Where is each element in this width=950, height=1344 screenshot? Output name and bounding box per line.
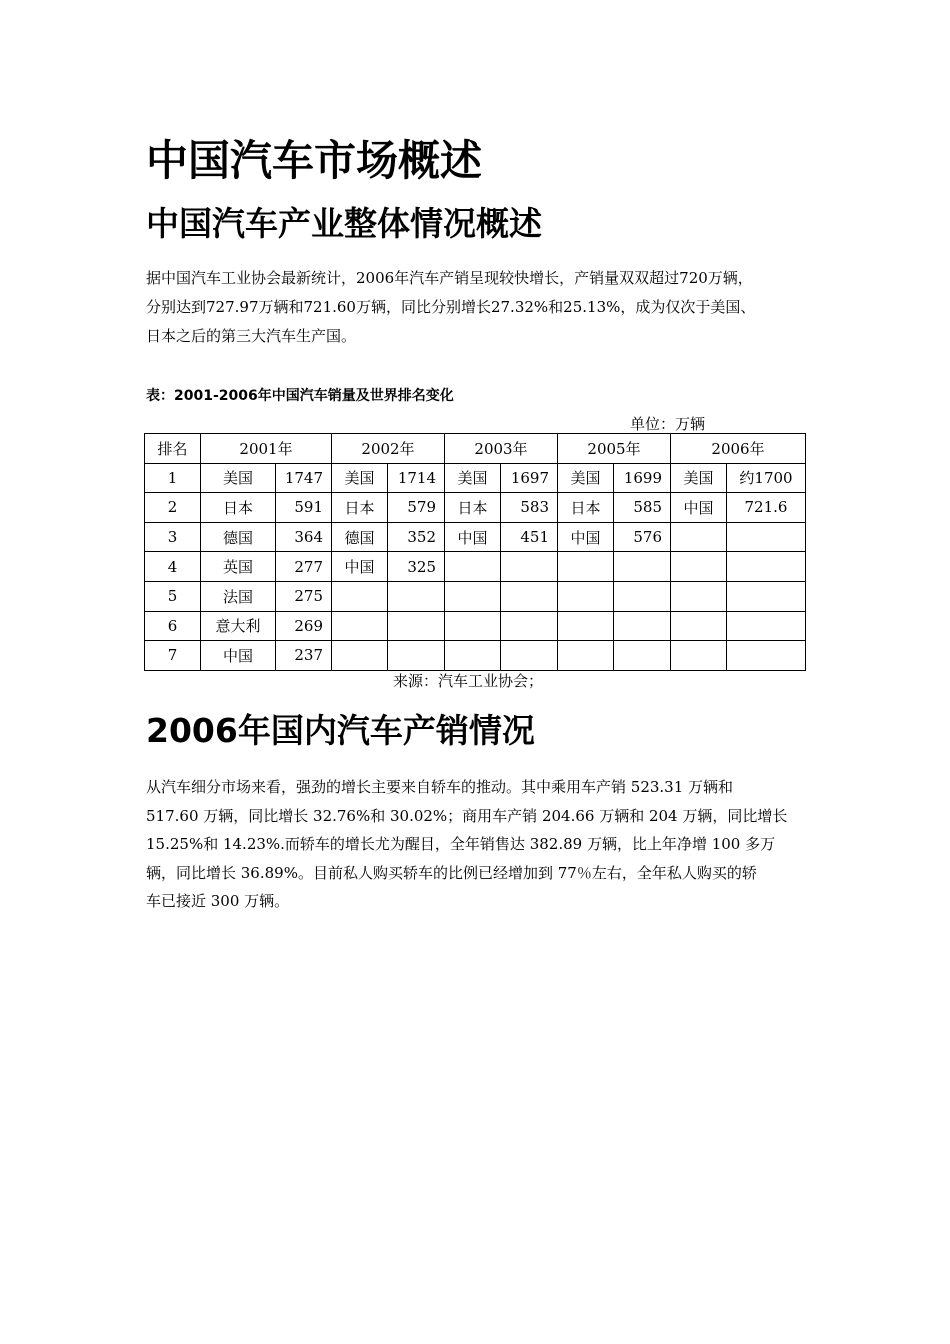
sales-value-cell — [501, 552, 558, 582]
country-cell — [671, 552, 727, 582]
country-cell — [558, 552, 614, 582]
table-row — [145, 463, 806, 493]
country-cell — [445, 552, 501, 582]
sales-value-cell — [614, 641, 671, 671]
sales-value-cell: 275 — [276, 581, 332, 611]
paragraph-line: 517.60 万辆，同比增长 32.76%和 30.02%；商用车产销 204.66 万辆和 204 万辆，同比增长 — [146, 806, 788, 825]
sales-value-cell: 585 — [614, 493, 671, 523]
sales-value-cell — [727, 641, 806, 671]
sales-value-cell — [501, 641, 558, 671]
year-header-cell: 2001年 — [201, 434, 332, 464]
sales-value-cell: 364 — [276, 522, 332, 552]
sales-value-cell: 277 — [276, 552, 332, 582]
industry-overview-paragraph — [146, 264, 816, 351]
country-cell: 中国 — [671, 493, 727, 523]
country-cell: 日本 — [332, 493, 388, 523]
sales-value-cell — [727, 611, 806, 641]
country-cell: 德国 — [201, 522, 276, 552]
table-row — [145, 552, 806, 582]
table-caption: 表：2001-2006年中国汽车销量及世界排名变化 — [146, 388, 454, 404]
sales-value-cell: 451 — [501, 522, 558, 552]
country-cell: 美国 — [201, 463, 276, 493]
domestic-sales-paragraph — [146, 773, 816, 916]
country-cell: 德国 — [332, 522, 388, 552]
sales-value-cell: 1697 — [501, 463, 558, 493]
sales-value-cell: 583 — [501, 493, 558, 523]
sales-value-cell: 579 — [388, 493, 445, 523]
country-cell — [671, 641, 727, 671]
rank-cell: 1 — [145, 463, 201, 493]
country-cell: 日本 — [201, 493, 276, 523]
country-cell: 中国 — [445, 522, 501, 552]
sales-value-cell — [388, 611, 445, 641]
sales-value-cell — [727, 552, 806, 582]
country-cell — [671, 581, 727, 611]
sales-value-cell: 269 — [276, 611, 332, 641]
year-header-cell: 2002年 — [332, 434, 445, 464]
year-header-cell: 2006年 — [671, 434, 806, 464]
country-cell — [332, 581, 388, 611]
world-ranking-table — [144, 433, 806, 671]
sales-value-cell — [501, 581, 558, 611]
rank-cell: 2 — [145, 493, 201, 523]
country-cell: 美国 — [445, 463, 501, 493]
table-row — [145, 641, 806, 671]
paragraph-line: 据中国汽车工业协会最新统计，2006年汽车产销呈现较快增长，产销量双双超过720万辆， — [146, 269, 753, 287]
sales-value-cell: 591 — [276, 493, 332, 523]
rank-cell: 6 — [145, 611, 201, 641]
year-header-cell: 2005年 — [558, 434, 671, 464]
year-header-cell: 2003年 — [445, 434, 558, 464]
sales-value-cell — [727, 522, 806, 552]
sales-value-cell: 721.6 — [727, 493, 806, 523]
sales-value-cell — [388, 641, 445, 671]
country-cell: 中国 — [201, 641, 276, 671]
table-row — [145, 493, 806, 523]
sales-value-cell — [614, 552, 671, 582]
country-cell: 意大利 — [201, 611, 276, 641]
sales-value-cell: 352 — [388, 522, 445, 552]
table-row — [145, 611, 806, 641]
sales-value-cell: 325 — [388, 552, 445, 582]
table-row — [145, 581, 806, 611]
country-cell: 日本 — [445, 493, 501, 523]
sales-value-cell: 1714 — [388, 463, 445, 493]
country-cell: 英国 — [201, 552, 276, 582]
country-cell — [671, 611, 727, 641]
table-unit-label: 单位：万辆 — [630, 415, 706, 433]
country-cell — [558, 611, 614, 641]
country-cell — [332, 641, 388, 671]
table-source-note: 来源：汽车工业协会； — [393, 672, 544, 690]
country-cell: 日本 — [558, 493, 614, 523]
sales-value-cell: 约1700 — [727, 463, 806, 493]
sales-value-cell — [388, 581, 445, 611]
paragraph-line: 从汽车细分市场来看，强劲的增长主要来自轿车的推动。其中乘用车产销 523.31 万辆和 — [146, 778, 734, 796]
rank-cell: 5 — [145, 581, 201, 611]
country-cell: 法国 — [201, 581, 276, 611]
section-heading-domestic-sales: 2006年国内汽车产销情况 — [146, 711, 535, 750]
country-cell: 美国 — [671, 463, 727, 493]
sales-value-cell: 576 — [614, 522, 671, 552]
sales-value-cell — [614, 611, 671, 641]
sales-value-cell: 237 — [276, 641, 332, 671]
country-cell — [671, 522, 727, 552]
country-cell — [558, 581, 614, 611]
sales-value-cell: 1747 — [276, 463, 332, 493]
sales-value-cell — [501, 611, 558, 641]
rank-cell: 3 — [145, 522, 201, 552]
document-title: 中国汽车市场概述 — [146, 136, 483, 185]
sales-value-cell — [614, 581, 671, 611]
table-row — [145, 522, 806, 552]
country-cell — [445, 611, 501, 641]
table-body — [145, 463, 806, 670]
country-cell: 美国 — [332, 463, 388, 493]
paragraph-line: 日本之后的第三大汽车生产国。 — [146, 327, 357, 345]
paragraph-line: 分别达到727.97万辆和721.60万辆，同比分别增长27.32%和25.13%，成为仅次于美国、 — [146, 298, 756, 316]
paragraph-line: 车已接近 300 万辆。 — [146, 892, 290, 910]
paragraph-line: 15.25%和 14.23%.而轿车的增长尤为醒目，全年销售达 382.89 万辆，比上年净增 100 多万 — [146, 835, 776, 853]
rank-header-cell: 排名 — [145, 434, 201, 464]
country-cell: 中国 — [332, 552, 388, 582]
country-cell — [445, 581, 501, 611]
country-cell — [558, 641, 614, 671]
table-header-row — [145, 434, 806, 464]
country-cell: 中国 — [558, 522, 614, 552]
paragraph-line: 辆，同比增长 36.89%。目前私人购买轿车的比例已经增加到 77％左右，全年私人购买的轿 — [146, 863, 757, 882]
country-cell — [332, 611, 388, 641]
rank-cell: 4 — [145, 552, 201, 582]
sales-value-cell: 1699 — [614, 463, 671, 493]
rank-cell: 7 — [145, 641, 201, 671]
country-cell: 美国 — [558, 463, 614, 493]
section-heading-industry-overview: 中国汽车产业整体情况概述 — [146, 204, 542, 243]
country-cell — [445, 641, 501, 671]
sales-value-cell — [727, 581, 806, 611]
